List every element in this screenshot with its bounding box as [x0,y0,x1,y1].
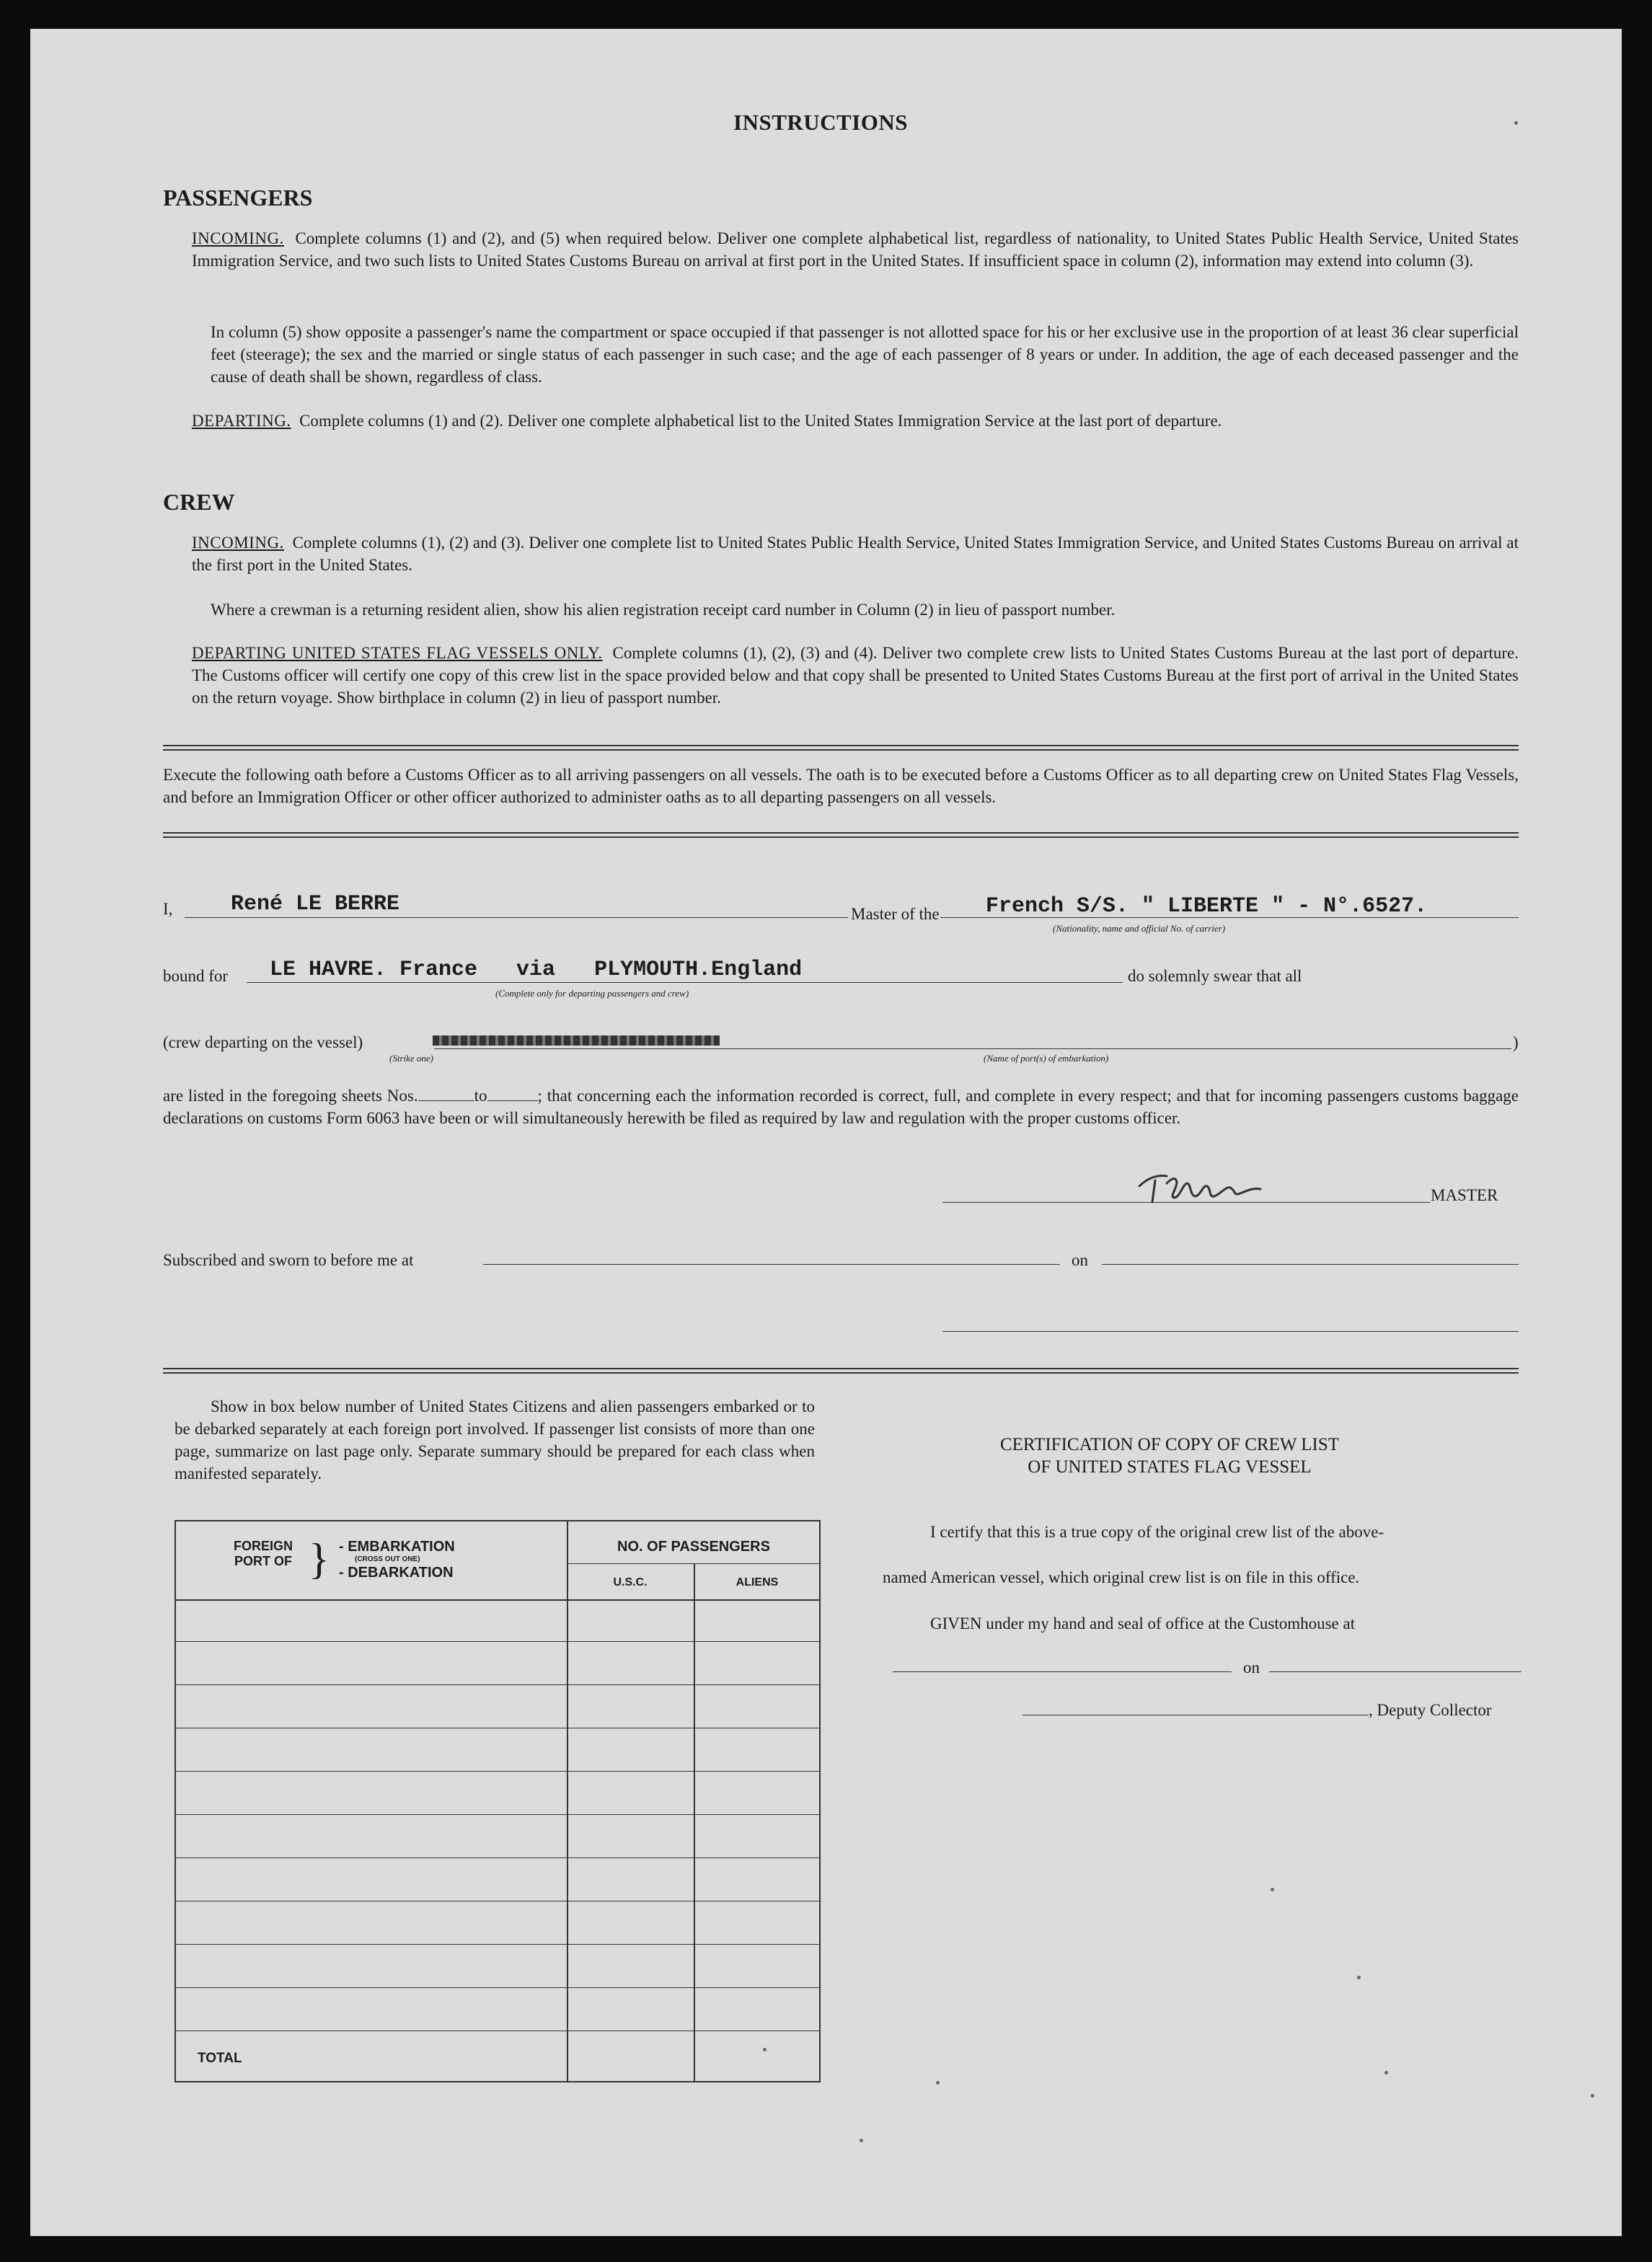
page-title: INSTRUCTIONS [733,110,909,135]
passengers-incoming-lead: INCOMING. [192,229,284,247]
ports-line[interactable] [434,1048,1511,1049]
master-name-line[interactable] [185,917,848,918]
given-text: GIVEN under my hand and seal of office at the Customhouse at [930,1614,1356,1633]
col-embarkation: - EMBARKATION [339,1539,455,1555]
oath-i-label: I, [163,900,173,918]
col-cross-out: (CROSS OUT ONE) [355,1555,420,1563]
crew-incoming-text: Complete columns (1), (2) and (3). Deliver one complete list to United States Public Health Service, United States Immigration Service, and United States Customs Bureau on arrival at the first port in the United States. [192,534,1519,574]
paper-speck [1357,1976,1361,1979]
sheet-to-field[interactable] [487,1086,538,1101]
col-foreign-port: FOREIGN PORT OF [233,1539,293,1568]
table-row[interactable] [176,1641,819,1642]
listed-text-a: are listed in the foregoing sheets Nos. [163,1087,418,1105]
paper-speck [1384,2071,1388,2075]
paper-speck [763,2048,767,2051]
destination-caption: (Complete only for departing passengers and crew) [495,988,689,999]
master-signature [1134,1165,1271,1208]
certification-date-field[interactable] [1269,1671,1521,1672]
certification-title-line1: CERTIFICATION OF COPY OF CREW LIST [999,1435,1340,1454]
col-debarkation: - DEBARKATION [339,1565,454,1581]
strike-one-caption: (Strike one) [389,1053,434,1064]
passenger-summary-table [175,1520,821,2082]
crew-departing-lead: DEPARTING UNITED STATES FLAG VESSELS ONLY. [192,644,603,662]
table-subheader-rule [567,1563,819,1564]
passengers-incoming-text: Complete columns (1) and (2), and (5) when required below. Deliver one complete alphabetical list, regardless of nationality, to United States Public Health Service, United States Immigration Service, and two such lists to United States Customs Bureau on arrival at first port in the United States. If insufficient space in column (2), information may extend into column (3). [192,229,1519,270]
crew-heading: CREW [163,489,235,515]
certification-title-line2: OF UNITED STATES FLAG VESSEL [1028,1457,1312,1477]
listed-paragraph [163,1084,1519,1129]
table-row[interactable] [176,1814,819,1815]
paper-speck [936,2081,940,2085]
struck-out-text [433,1035,720,1046]
paper-speck [1514,121,1518,125]
passengers-incoming-paragraph [192,227,1519,272]
destination-line[interactable] [247,982,1123,983]
table-row[interactable] [176,1771,819,1772]
oath-instruction: Execute the following oath before a Customs Officer as to all arriving passengers on all vessels. The oath is to be executed before a Customs Officer as to all departing crew on United States Flag Vessels, and before an Immigration Officer or other officer authorized to administer oaths as to all departing passengers on all vessels. [163,766,1519,806]
paper-speck [1591,2094,1594,2098]
paper-speck [860,2139,863,2142]
passengers-departing-paragraph [192,410,1519,432]
crew-incoming-lead: INCOMING. [192,534,284,552]
brace-icon: } [309,1535,330,1583]
deputy-collector-label: , Deputy Collector [1369,1701,1492,1719]
customhouse-field[interactable] [893,1671,1232,1672]
crew-incoming-paragraph [192,531,1519,576]
officer-signature-field[interactable] [942,1331,1519,1332]
listed-text-b: ; that concerning each the information recorded is correct, full, and complete in every respect; and that for incoming passengers customs baggage declarations on customs Form 6063 have been or will simultaneously herewith be filed as required by law and regulation with the proper customs officer. [163,1087,1519,1127]
col-usc: U.S.C. [613,1576,648,1589]
table-row[interactable] [176,1857,819,1858]
master-label: MASTER [1431,1186,1498,1204]
col-aliens: ALIENS [736,1576,779,1589]
table-row[interactable] [176,1684,819,1685]
total-label: TOTAL [198,2051,242,2066]
sheet-from-field[interactable] [418,1086,474,1101]
passengers-heading: PASSENGERS [163,185,313,211]
double-rule [163,1368,1519,1374]
table-row[interactable] [176,1944,819,1945]
summary-instruction: Show in box below number of United States Citizens and alien passengers embarked or to be debarked separately at each foreign port involved. If passenger list consists of more than one page, summarize on last page only. Separate summary should be prepared for each class when manifested separately. [175,1397,815,1483]
certification-on-label: on [1243,1658,1260,1676]
subscribed-label: Subscribed and sworn to before me at [163,1251,414,1269]
vessel-field[interactable]: French S/S. " LIBERTE " - N°.6527. [986,894,1428,919]
bound-for-label: bound for [163,967,229,985]
crew-departing-label: (crew departing on the vessel) [163,1033,363,1051]
sworn-date-field[interactable] [1102,1264,1519,1265]
ports-caption: (Name of port(s) of embarkation) [984,1053,1109,1064]
vessel-caption: (Nationality, name and official No. of carrier) [1053,923,1226,934]
close-paren: ) [1513,1033,1519,1051]
passengers-column5-paragraph: In column (5) show opposite a passenger's name the compartment or space occupied if that passenger is not allotted space for his or her exclusive use in the proportion of at least 36 clear superficial feet (steerage); the sex and the married or single status of each passenger in such case; and the age of each passenger of 8 years or under. In addition, the age of each deceased passenger and the cause of death shall be shown, regardless of class. [211,323,1519,386]
destination-field[interactable]: LE HAVRE. France via PLYMOUTH.England [270,958,803,982]
double-rule [163,745,1519,751]
sworn-on-label: on [1072,1251,1088,1269]
master-name-field[interactable]: René LE BERRE [231,892,400,916]
double-rule [163,832,1519,838]
certify-text: I certify that this is a true copy of the original crew list of the above- [930,1523,1384,1541]
certify-text-2: named American vessel, which original crew list is on file in this office. [883,1568,1360,1586]
listed-text-to: to [474,1087,487,1105]
crew-resident-paragraph: Where a crewman is a returning resident alien, show his alien registration receipt card number in Column (2) in lieu of passport number. [211,601,1116,619]
crew-departing-paragraph [192,642,1519,709]
table-divider [567,1521,568,2081]
table-row[interactable] [176,1987,819,1988]
paper-speck [1271,1888,1274,1891]
certification-title [845,1433,1494,1478]
col-no-of-passengers: NO. OF PASSENGERS [617,1539,770,1555]
table-header-rule [176,1599,819,1601]
form-page [30,29,1622,2236]
passengers-departing-lead: DEPARTING. [192,412,291,430]
master-of-label: Master of the [851,905,940,923]
crew-departing-text: Complete columns (1), (2), (3) and (4). Deliver two complete crew lists to United States Customs Bureau at the last port of departure. The Customs officer will certify one copy of this crew list in the space provided below and that copy shall be presented to United States Customs Bureau at the first port of arrival in the United States on the return voyage. Show birthplace in column (2) in lieu of passport number. [192,644,1519,707]
swear-label: do solemnly swear that all [1128,967,1302,985]
sworn-place-field[interactable] [483,1264,1060,1265]
passengers-departing-text: Complete columns (1) and (2). Deliver one complete alphabetical list to the United States Immigration Service at the last port of departure. [299,412,1222,430]
